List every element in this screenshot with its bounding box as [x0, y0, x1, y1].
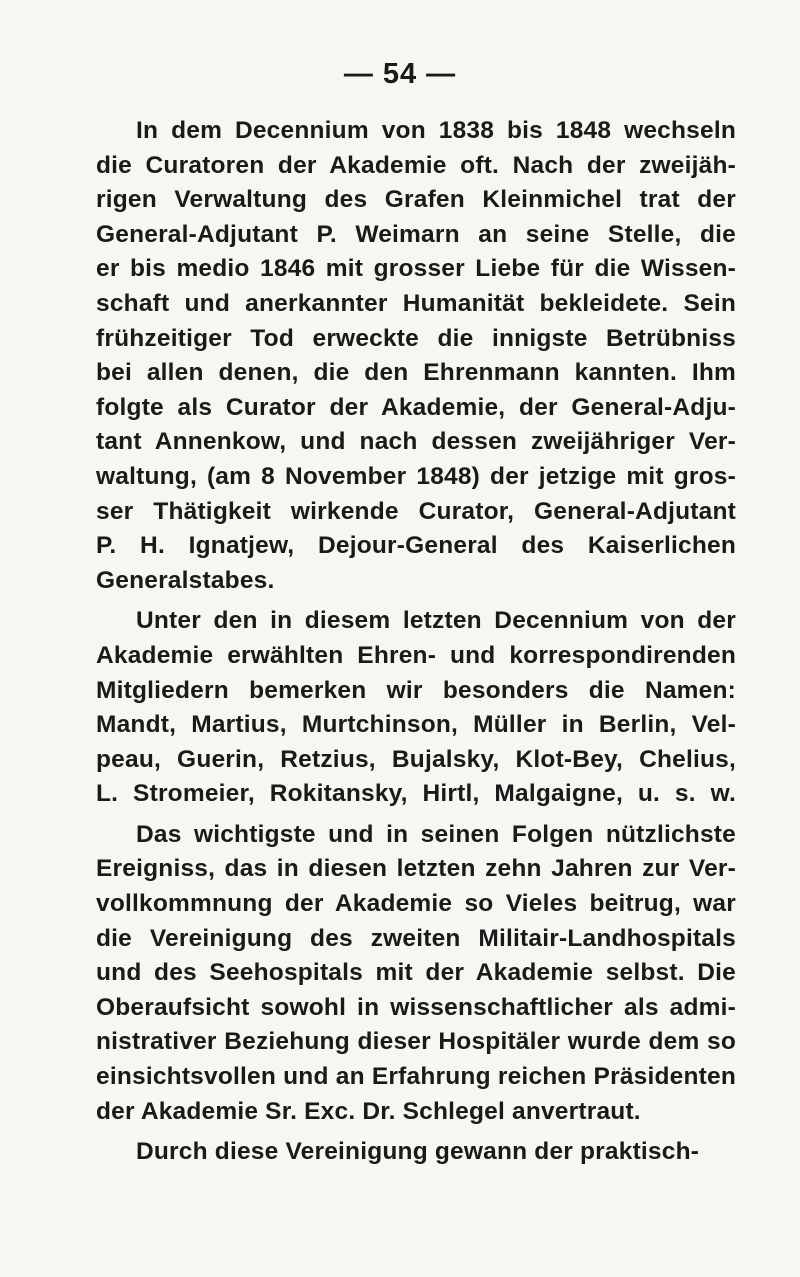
text-line: Ereigniss, das in diesen letzten zehn Jahren zur Ver-	[96, 855, 736, 883]
text-line: Durch diese Vereinigung gewann der praktisch-	[136, 1138, 700, 1166]
text-line: folgte als Curator der Akademie, der General-Adju-	[96, 393, 736, 421]
text-line: einsichtsvollen und an Erfahrung reichen Präsidenten	[96, 1063, 736, 1091]
text-line: Akademie erwählten Ehren- und korrespondirenden	[96, 641, 736, 669]
text-line: peau, Guerin, Retzius, Bujalsky, Klot-Bey, Chelius,	[96, 745, 736, 773]
text-line: und des Seehospitals mit der Akademie selbst. Die	[96, 959, 736, 987]
text-line: nistrativer Beziehung dieser Hospitäler wurde dem so	[96, 1028, 736, 1056]
text-line: tant Annenkow, und nach dessen zweijähriger Ver-	[96, 428, 736, 456]
text-line: die Curatoren der Akademie oft. Nach der zweijäh-	[96, 151, 736, 179]
paragraph-4	[96, 1135, 736, 1170]
text-line: L. Stromeier, Rokitansky, Hirtl, Malgaigne, u. s. w.	[96, 780, 736, 808]
text-line: die Vereinigung des zweiten Militair-Landhospitals	[96, 924, 736, 952]
text-line: Unter den in diesem letzten Decennium von der	[136, 607, 736, 635]
text-line: waltung, (am 8 November 1848) der jetzige mit gros-	[96, 462, 736, 490]
paragraph-2	[96, 604, 736, 812]
text-line: Generalstabes.	[96, 566, 275, 594]
text-line: frühzeitiger Tod erweckte die innigste Betrübniss	[96, 324, 736, 352]
text-line: ser Thätigkeit wirkende Curator, General-Adjutant	[96, 497, 736, 525]
text-line: rigen Verwaltung des Grafen Kleinmichel trat der	[96, 186, 736, 214]
text-line: schaft und anerkannter Humanität bekleidete. Sein	[96, 289, 736, 317]
paragraph-1	[96, 114, 736, 598]
text-line: Mandt, Martius, Murtchinson, Müller in Berlin, Vel-	[96, 711, 736, 739]
paragraph-3	[96, 818, 736, 1129]
text-line: In dem Decennium von 1838 bis 1848 wechseln	[136, 117, 736, 144]
text-line: Oberaufsicht sowohl in wissenschaftlicher als admi-	[96, 993, 736, 1021]
text-line: vollkommnung der Akademie so Vieles beitrug, war	[96, 890, 736, 918]
text-line: der Akademie Sr. Exc. Dr. Schlegel anvertraut.	[96, 1097, 641, 1125]
text-line: bei allen denen, die den Ehrenmann kannten. Ihm	[96, 359, 736, 387]
body-text	[96, 114, 736, 1170]
text-line: General-Adjutant P. Weimarn an seine Stelle, die	[96, 220, 736, 248]
text-line: er bis medio 1846 mit grosser Liebe für die Wissen-	[96, 255, 736, 283]
text-line: Das wichtigste und in seinen Folgen nützlichste	[136, 820, 736, 848]
text-line: P. H. Ignatjew, Dejour-General des Kaiserlichen	[96, 532, 736, 560]
page-number: — 54 —	[343, 58, 457, 90]
text-line: Mitgliedern bemerken wir besonders die Namen:	[96, 676, 736, 704]
